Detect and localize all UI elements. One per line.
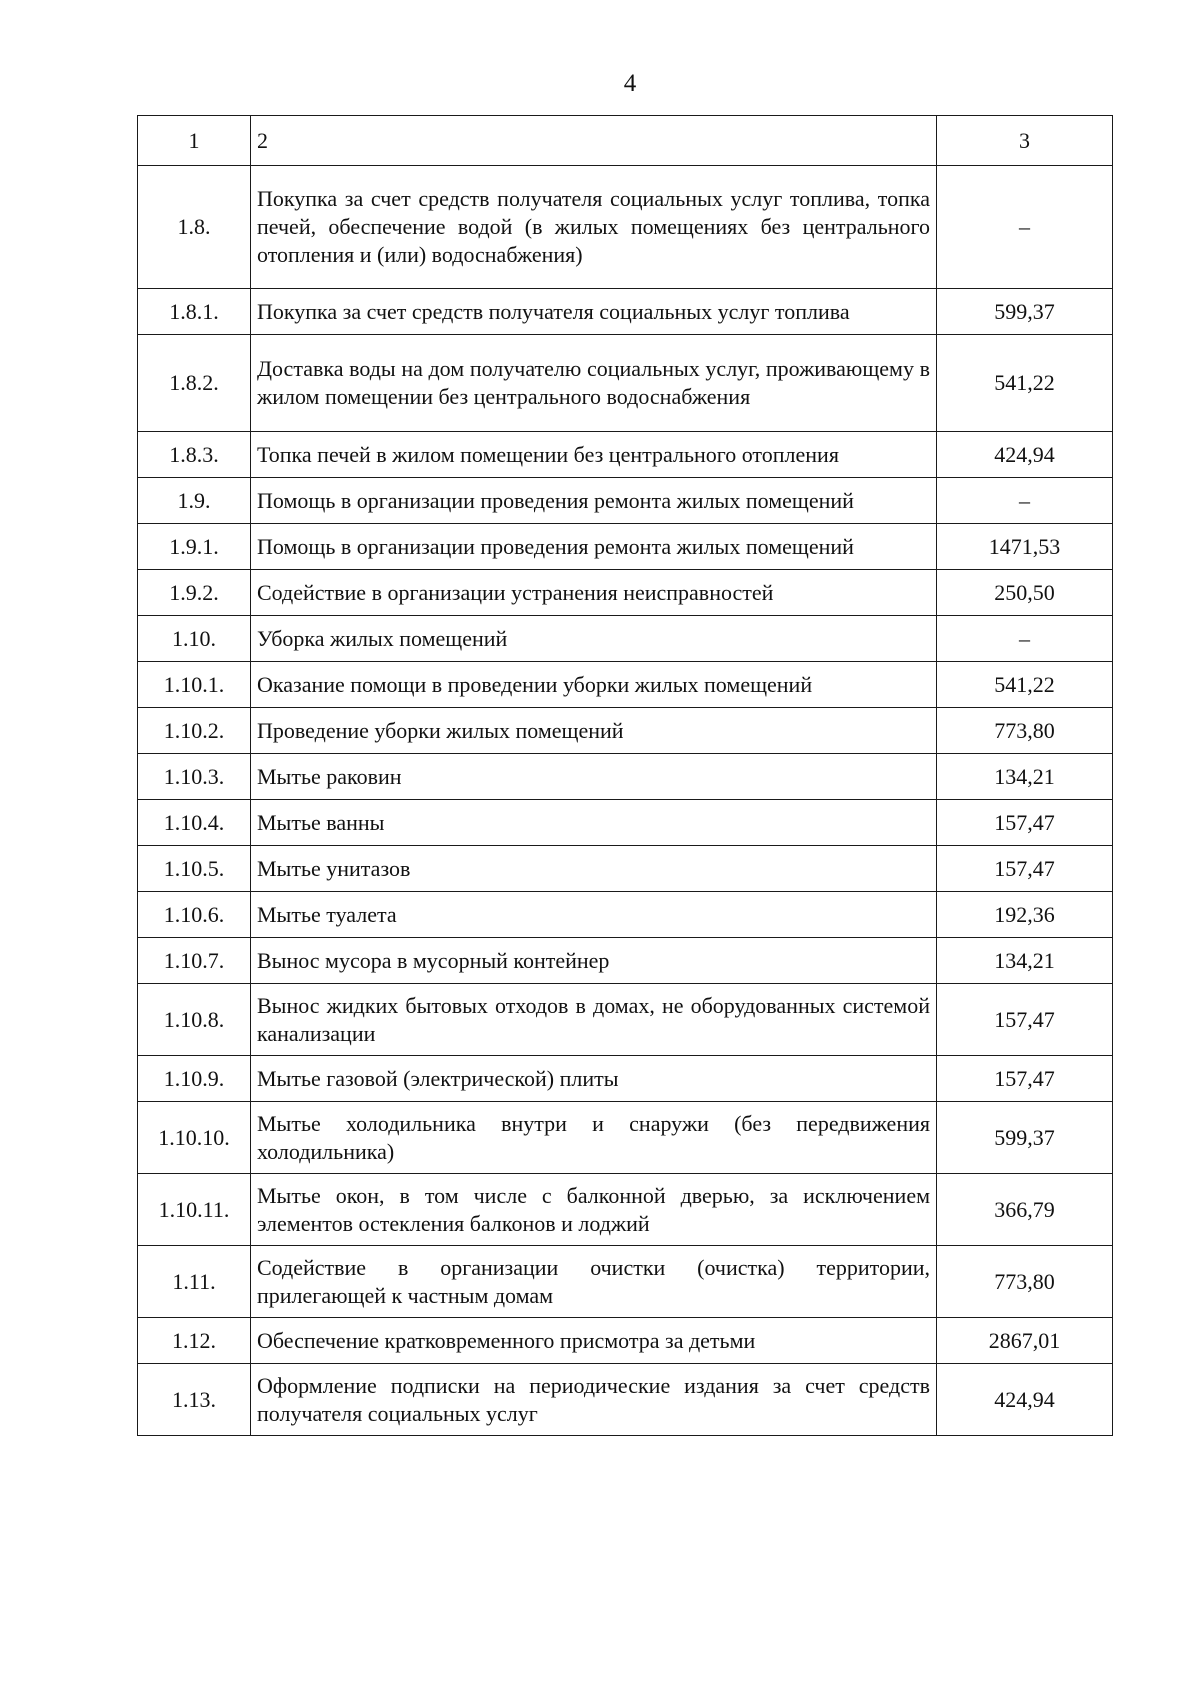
row-price: 192,36 — [937, 892, 1113, 938]
table-row — [138, 846, 1113, 892]
row-service-name: Содействие в организации очистки (очистка) территории, прилегающей к частным домам — [251, 1246, 937, 1318]
row-number: 1.10.1. — [138, 662, 251, 708]
row-price: 2867,01 — [937, 1318, 1113, 1364]
table-row — [138, 1246, 1113, 1318]
table-row — [138, 1318, 1113, 1364]
row-price: 1471,53 — [937, 524, 1113, 570]
table-row — [138, 616, 1113, 662]
row-service-name: Оформление подписки на периодические издания за счет средств получателя социальных услуг — [251, 1364, 937, 1436]
table-row — [138, 662, 1113, 708]
tariff-table-body — [138, 116, 1113, 1436]
row-price: 773,80 — [937, 1246, 1113, 1318]
row-number: 1.10.9. — [138, 1056, 251, 1102]
row-number: 1.10.3. — [138, 754, 251, 800]
row-number: 1.9.2. — [138, 570, 251, 616]
row-service-name: Помощь в организации проведения ремонта жилых помещений — [251, 478, 937, 524]
row-price: – — [937, 616, 1113, 662]
row-service-name: Покупка за счет средств получателя социальных услуг топлива, топка печей, обеспечение водой (в жилых помещениях без центрального отопления и (или) водоснабжения) — [251, 166, 937, 289]
row-service-name: Мытье газовой (электрической) плиты — [251, 1056, 937, 1102]
row-service-name: Уборка жилых помещений — [251, 616, 937, 662]
table-row — [138, 892, 1113, 938]
row-service-name: Содействие в организации устранения неисправностей — [251, 570, 937, 616]
table-row — [138, 1102, 1113, 1174]
table-row — [138, 166, 1113, 289]
row-service-name: Мытье холодильника внутри и снаружи (без передвижения холодильника) — [251, 1102, 937, 1174]
row-number: 1.10.5. — [138, 846, 251, 892]
row-price: 424,94 — [937, 1364, 1113, 1436]
header-cell-number: 1 — [138, 116, 251, 166]
table-row — [138, 708, 1113, 754]
row-number: 1.13. — [138, 1364, 251, 1436]
table-row — [138, 432, 1113, 478]
row-number: 1.10.10. — [138, 1102, 251, 1174]
tariff-table — [137, 115, 1113, 1436]
row-price: 134,21 — [937, 754, 1113, 800]
row-number: 1.8.1. — [138, 289, 251, 335]
row-price: 157,47 — [937, 984, 1113, 1056]
table-row — [138, 524, 1113, 570]
table-row — [138, 1174, 1113, 1246]
row-price: 134,21 — [937, 938, 1113, 984]
row-service-name: Мытье раковин — [251, 754, 937, 800]
row-service-name: Помощь в организации проведения ремонта жилых помещений — [251, 524, 937, 570]
row-number: 1.11. — [138, 1246, 251, 1318]
row-number: 1.10.2. — [138, 708, 251, 754]
table-row — [138, 478, 1113, 524]
row-service-name: Мытье окон, в том числе с балконной дверью, за исключением элементов остекления балконов и лоджий — [251, 1174, 937, 1246]
row-number: 1.10.7. — [138, 938, 251, 984]
row-number: 1.10.11. — [138, 1174, 251, 1246]
row-service-name: Покупка за счет средств получателя социальных услуг топлива — [251, 289, 937, 335]
table-row — [138, 570, 1113, 616]
row-price: 599,37 — [937, 1102, 1113, 1174]
row-price: 599,37 — [937, 289, 1113, 335]
row-service-name: Мытье ванны — [251, 800, 937, 846]
row-service-name: Проведение уборки жилых помещений — [251, 708, 937, 754]
table-header-row — [138, 116, 1113, 166]
row-service-name: Доставка воды на дом получателю социальных услуг, проживающему в жилом помещении без центрального водоснабжения — [251, 335, 937, 432]
row-price: 366,79 — [937, 1174, 1113, 1246]
table-row — [138, 938, 1113, 984]
row-price: 541,22 — [937, 662, 1113, 708]
row-number: 1.12. — [138, 1318, 251, 1364]
row-service-name: Мытье туалета — [251, 892, 937, 938]
row-service-name: Вынос жидких бытовых отходов в домах, не оборудованных системой канализации — [251, 984, 937, 1056]
row-number: 1.10.6. — [138, 892, 251, 938]
row-price: 250,50 — [937, 570, 1113, 616]
header-cell-price: 3 — [937, 116, 1113, 166]
table-row — [138, 289, 1113, 335]
table-row — [138, 335, 1113, 432]
row-number: 1.8. — [138, 166, 251, 289]
row-number: 1.10.4. — [138, 800, 251, 846]
row-price: 773,80 — [937, 708, 1113, 754]
row-number: 1.10. — [138, 616, 251, 662]
row-number: 1.8.3. — [138, 432, 251, 478]
table-row — [138, 754, 1113, 800]
row-number: 1.10.8. — [138, 984, 251, 1056]
row-price: 541,22 — [937, 335, 1113, 432]
row-price: 424,94 — [937, 432, 1113, 478]
row-service-name: Мытье унитазов — [251, 846, 937, 892]
table-row — [138, 1364, 1113, 1436]
table-row — [138, 1056, 1113, 1102]
row-service-name: Вынос мусора в мусорный контейнер — [251, 938, 937, 984]
row-number: 1.8.2. — [138, 335, 251, 432]
header-cell-name: 2 — [251, 116, 937, 166]
row-price: 157,47 — [937, 846, 1113, 892]
row-number: 1.9.1. — [138, 524, 251, 570]
row-price: – — [937, 166, 1113, 289]
table-row — [138, 984, 1113, 1056]
row-service-name: Оказание помощи в проведении уборки жилых помещений — [251, 662, 937, 708]
table-row — [138, 800, 1113, 846]
row-price: – — [937, 478, 1113, 524]
row-price: 157,47 — [937, 1056, 1113, 1102]
row-price: 157,47 — [937, 800, 1113, 846]
row-number: 1.9. — [138, 478, 251, 524]
page-number: 4 — [623, 70, 637, 97]
row-service-name: Обеспечение кратковременного присмотра за детьми — [251, 1318, 937, 1364]
row-service-name: Топка печей в жилом помещении без центрального отопления — [251, 432, 937, 478]
